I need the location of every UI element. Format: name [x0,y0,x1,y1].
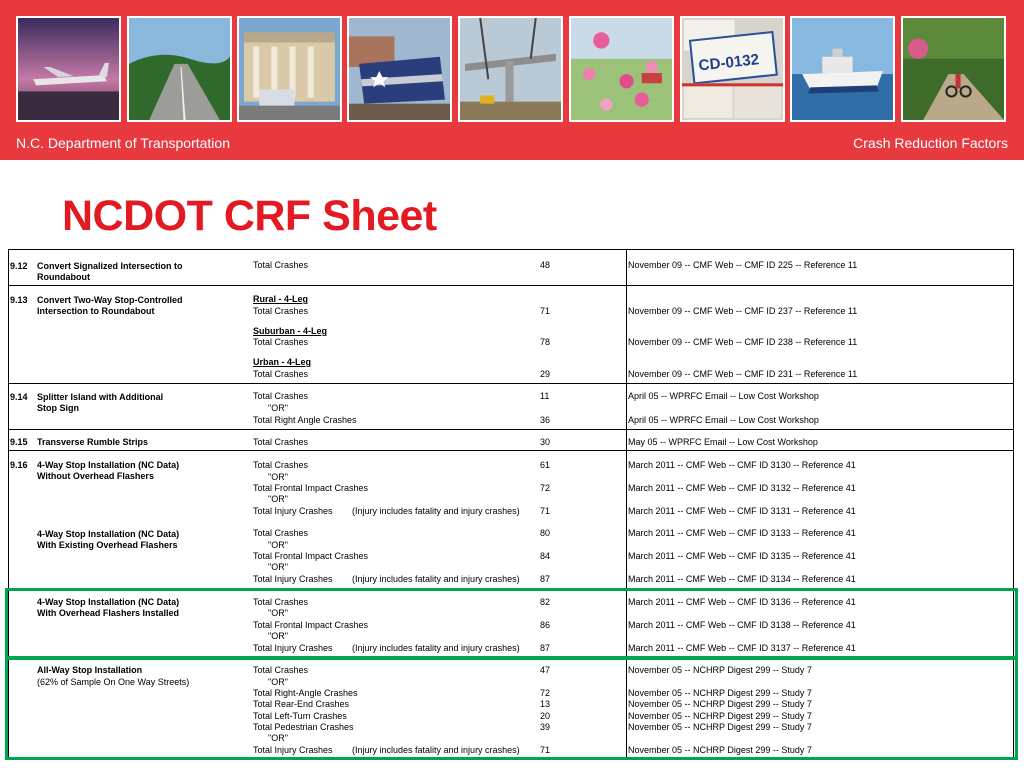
crf-value: 72 [540,688,551,698]
crash-type: Total Right-Angle Crashes [253,688,358,698]
cyclists-photo [901,16,1006,122]
crf-value: 71 [540,506,551,516]
countermeasure: Stop Sign [37,403,79,413]
crf-value: 61 [540,460,551,470]
crf-value: 82 [540,597,551,607]
countermeasure: Splitter Island with Additional [37,392,164,402]
or-label: "OR" [268,540,288,550]
crash-type: Total Injury Crashes [253,574,333,584]
or-label: "OR" [268,631,288,641]
crash-type: Total Crashes [253,460,309,470]
or-label: "OR" [268,472,288,482]
crash-type: Total Crashes [253,528,309,538]
crash-type: Total Pedestrian Crashes [253,722,354,732]
or-label: "OR" [268,494,288,504]
injury-note: (Injury includes fatality and injury crashes) [352,574,520,584]
countermeasure: Intersection to Roundabout [37,306,155,316]
source: March 2011 -- CMF Web -- CMF ID 3135 -- Reference 41 [628,551,856,561]
crash-type: Total Crashes [253,437,309,447]
crf-value: 78 [540,337,551,347]
source: March 2011 -- CMF Web -- CMF ID 3136 -- Reference 41 [628,597,856,607]
area-heading: Suburban - 4-Leg [253,326,327,336]
row-divider [8,429,1014,430]
crash-type: Total Crashes [253,597,309,607]
crash-type: Total Crashes [253,306,309,316]
source: March 2011 -- CMF Web -- CMF ID 3133 -- Reference 41 [628,528,856,538]
or-label: "OR" [268,403,288,413]
crash-type: Total Left-Turn Crashes [253,711,347,721]
plate-text: CD-0132 [697,51,760,75]
crash-type: Total Injury Crashes [253,745,333,755]
crash-type: Total Crashes [253,260,309,270]
crf-value: 87 [540,643,551,653]
source: November 05 -- NCHRP Digest 299 -- Study 7 [628,688,812,698]
crash-type: Total Rear-End Crashes [253,699,350,709]
countermeasure: Convert Two-Way Stop-Controlled [37,295,183,305]
countermeasure: 4-Way Stop Installation (NC Data) [37,460,180,470]
row-divider [8,383,1014,384]
or-label: "OR" [268,562,288,572]
crf-value: 36 [540,415,551,425]
crf-value: 20 [540,711,551,721]
source: November 05 -- NCHRP Digest 299 -- Study 7 [628,711,812,721]
crash-type: Total Crashes [253,369,309,379]
source: May 05 -- WPRFC Email -- Low Cost Workshop [628,437,818,447]
bridge-construction-photo [458,16,563,122]
row-number: 9.16 [10,460,28,470]
source: November 09 -- CMF Web -- CMF ID 237 -- Reference 11 [628,306,858,316]
area-heading: Rural - 4-Leg [253,294,309,304]
page-title: NCDOT CRF Sheet [62,192,437,240]
countermeasure-note: (62% of Sample On One Way Streets) [37,677,190,687]
source: March 2011 -- CMF Web -- CMF ID 3138 -- Reference 41 [628,620,856,630]
source: November 09 -- CMF Web -- CMF ID 238 -- Reference 11 [628,337,858,347]
crash-type: Total Crashes [253,665,309,675]
source: November 05 -- NCHRP Digest 299 -- Study 7 [628,722,812,732]
flowers-photo [569,16,674,122]
countermeasure: With Overhead Flashers Installed [37,608,179,618]
source: November 09 -- CMF Web -- CMF ID 225 -- Reference 11 [628,260,858,270]
countermeasure: With Existing Overhead Flashers [37,540,178,550]
crf-value: 71 [540,306,551,316]
countermeasure: Without Overhead Flashers [37,471,154,481]
source: November 09 -- CMF Web -- CMF ID 231 -- Reference 11 [628,369,858,379]
countermeasure: All-Way Stop Installation [37,665,143,675]
source: April 05 -- WPRFC Email -- Low Cost Workshop [628,415,819,425]
source: March 2011 -- CMF Web -- CMF ID 3132 -- Reference 41 [628,483,856,493]
highlight-box [5,657,1018,760]
row-divider [8,450,1014,451]
highway-photo [127,16,232,122]
row-divider [8,285,1014,286]
area-heading: Urban - 4-Leg [253,357,312,367]
crf-value: 80 [540,528,551,538]
source: March 2011 -- CMF Web -- CMF ID 3131 -- Reference 41 [628,506,856,516]
countermeasure: Convert Signalized Intersection to [37,261,183,271]
countermeasure: 4-Way Stop Installation (NC Data) [37,597,180,607]
countermeasure: 4-Way Stop Installation (NC Data) [37,529,180,539]
crf-value: 71 [540,745,551,755]
crash-type: Total Right Angle Crashes [253,415,357,425]
crf-value: 11 [540,391,550,401]
org-name: N.C. Department of Transportation [16,135,230,151]
crash-type: Total Injury Crashes [253,506,333,516]
crash-type: Total Frontal Impact Crashes [253,483,369,493]
source: November 05 -- NCHRP Digest 299 -- Study 7 [628,665,812,675]
source: March 2011 -- CMF Web -- CMF ID 3137 -- Reference 41 [628,643,856,653]
or-label: "OR" [268,608,288,618]
crf-value: 84 [540,551,551,561]
crash-type: Total Injury Crashes [253,643,333,653]
crf-value: 72 [540,483,551,493]
ferry-photo [790,16,895,122]
crf-value: 30 [540,437,551,447]
source: March 2011 -- CMF Web -- CMF ID 3130 -- Reference 41 [628,460,856,470]
crf-value: 47 [540,665,551,675]
highlight-box [5,588,1018,659]
or-label: "OR" [268,677,288,687]
crash-type: Total Frontal Impact Crashes [253,620,369,630]
source: March 2011 -- CMF Web -- CMF ID 3134 -- Reference 41 [628,574,856,584]
crf-value: 29 [540,369,551,379]
crash-type: Total Crashes [253,337,309,347]
injury-note: (Injury includes fatality and injury crashes) [352,506,520,516]
crash-type: Total Crashes [253,391,309,401]
section-name: Crash Reduction Factors [853,135,1008,151]
crf-value: 86 [540,620,551,630]
license-plates-photo [680,16,785,122]
row-number: 9.14 [10,392,28,402]
airplane-photo [16,16,121,122]
crf-value: 13 [540,699,551,709]
row-number: 9.13 [10,295,28,305]
crf-value: 39 [540,722,551,732]
countermeasure: Transverse Rumble Strips [37,437,149,447]
source: November 05 -- NCHRP Digest 299 -- Study 7 [628,699,812,709]
source: April 05 -- WPRFC Email -- Low Cost Workshop [628,391,819,401]
injury-note: (Injury includes fatality and injury crashes) [352,643,520,653]
train-photo [347,16,452,122]
countermeasure: Roundabout [37,272,90,282]
row-number: 9.12 [10,261,28,271]
crf-value: 87 [540,574,551,584]
row-number: 9.15 [10,437,28,447]
crash-type: Total Frontal Impact Crashes [253,551,369,561]
crf-value: 48 [540,260,551,270]
injury-note: (Injury includes fatality and injury crashes) [352,745,520,755]
or-label: "OR" [268,733,288,743]
source: November 05 -- NCHRP Digest 299 -- Study 7 [628,745,812,755]
station-photo [237,16,342,122]
